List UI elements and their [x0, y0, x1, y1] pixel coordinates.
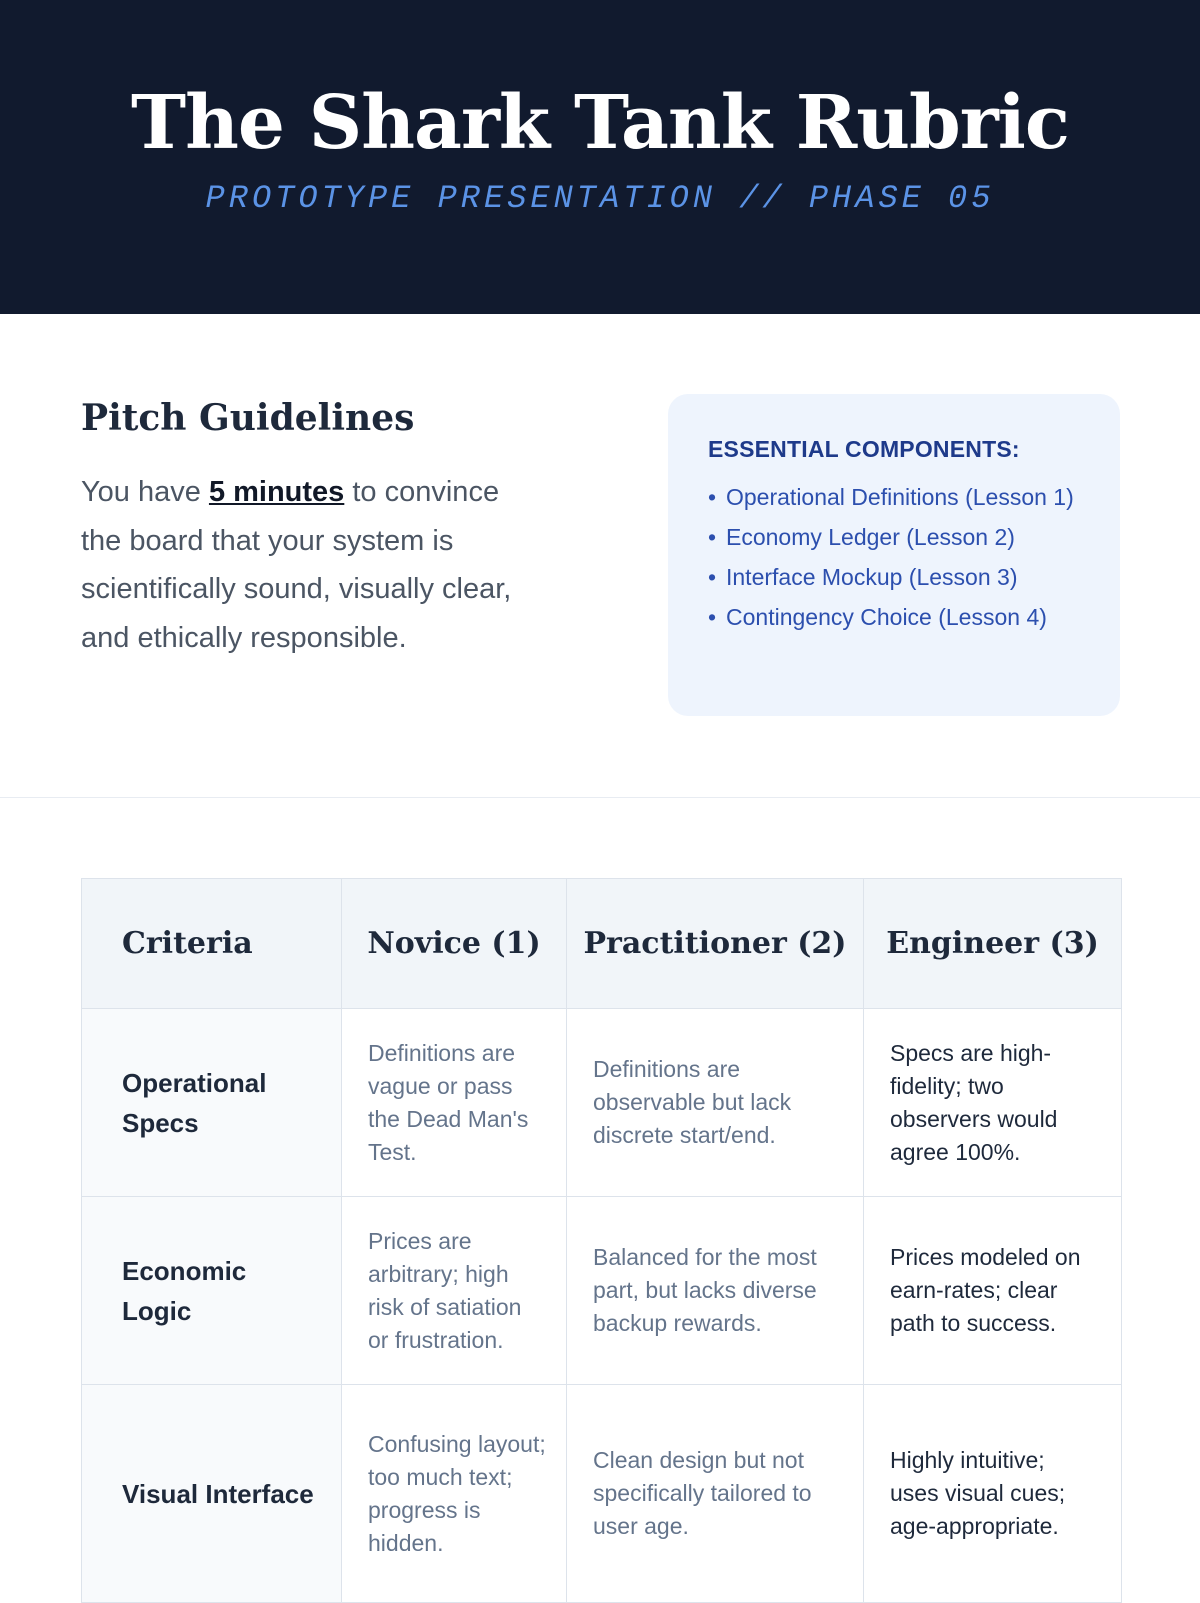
guidelines-text-after: to convince the board that your system is scientifically sound, visually clear, and ethically responsible.	[81, 476, 512, 654]
bullet-icon: •	[708, 564, 717, 590]
bullet-icon: •	[708, 604, 717, 630]
practitioner-cell: Balanced for the most part, but lacks diverse backup rewards.	[567, 1197, 864, 1385]
rubric-section	[81, 878, 1121, 1603]
novice-cell: Prices are arbitrary; high risk of satiation or frustration.	[342, 1197, 567, 1385]
table-row	[82, 1385, 1122, 1603]
time-limit-emphasis: 5 minutes	[208, 476, 345, 508]
practitioner-cell: Definitions are observable but lack discrete start/end.	[567, 1009, 864, 1197]
page-header	[0, 0, 1200, 314]
pitch-guidelines	[81, 396, 531, 662]
table-row	[82, 1197, 1122, 1385]
criteria-cell: Economic Logic	[82, 1197, 342, 1385]
components-heading: ESSENTIAL COMPONENTS:	[708, 436, 1020, 462]
criteria-cell: Visual Interface	[82, 1385, 342, 1603]
criteria-cell: Operational Specs	[82, 1009, 342, 1197]
column-header-criteria: Criteria	[82, 879, 342, 1009]
column-header-practitioner: Practitioner (2)	[567, 879, 864, 1009]
practitioner-cell: Clean design but not specifically tailored to user age.	[567, 1385, 864, 1603]
engineer-cell: Highly intuitive; uses visual cues; age-appropriate.	[864, 1385, 1122, 1603]
components-list	[708, 481, 1080, 634]
engineer-cell: Prices modeled on earn-rates; clear path to success.	[864, 1197, 1122, 1385]
column-header-engineer: Engineer (3)	[864, 879, 1122, 1009]
novice-cell: Confusing layout; too much text; progress is hidden.	[342, 1385, 567, 1603]
component-item: • Economy Ledger (Lesson 2)	[708, 521, 1080, 554]
column-header-novice: Novice (1)	[342, 879, 567, 1009]
component-item: • Interface Mockup (Lesson 3)	[708, 561, 1080, 594]
page-subtitle: PROTOTYPE PRESENTATION // PHASE 05	[205, 180, 995, 217]
bullet-icon: •	[708, 484, 717, 510]
intro-section	[0, 314, 1200, 798]
table-row	[82, 1009, 1122, 1197]
table-header-row	[82, 879, 1122, 1009]
component-item: • Contingency Choice (Lesson 4)	[708, 601, 1080, 634]
rubric-table	[81, 878, 1122, 1603]
page-title: The Shark Tank Rubric	[131, 80, 1069, 166]
component-item: • Operational Definitions (Lesson 1)	[708, 481, 1080, 514]
guidelines-heading: Pitch Guidelines	[81, 397, 415, 439]
essential-components-box	[668, 394, 1120, 716]
guidelines-text-before: You have	[81, 476, 209, 508]
guidelines-text	[81, 468, 531, 662]
novice-cell: Definitions are vague or pass the Dead Man's Test.	[342, 1009, 567, 1197]
engineer-cell: Specs are high-fidelity; two observers would agree 100%.	[864, 1009, 1122, 1197]
bullet-icon: •	[708, 524, 717, 550]
